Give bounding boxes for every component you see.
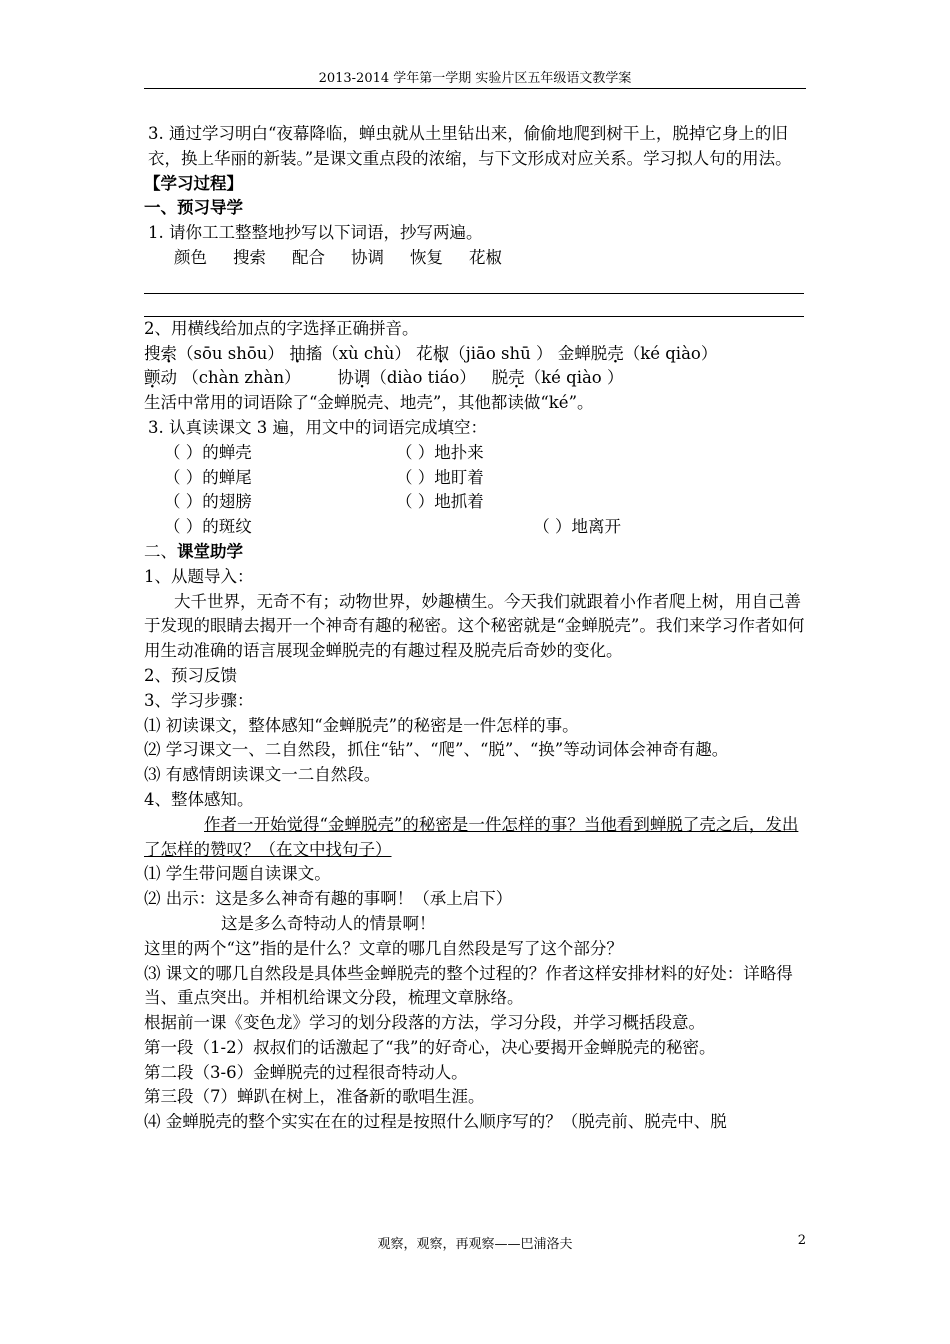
answer-2b: 这是多么奇特动人的情景啊！ [221, 913, 436, 933]
pinyin-item: 搜索（sōu shōu） [144, 343, 284, 363]
copy-line-1[interactable] [144, 271, 804, 294]
word-item: 协调 [351, 247, 384, 267]
header-title: 2013-2014 学年第一学期 实验片区五年级语文教学案 [318, 71, 632, 86]
preview-q2: 2、用横线给加点的字选择正确拼音。 [144, 318, 419, 338]
page-number: 2 [797, 1233, 806, 1248]
objective-3: 3. 通过学习明白“夜幕降临，蝉虫就从土里钻出来，偷偷地爬到树干上，脱掉它身上的旧衣，换上华丽的新装。”是课文重点段的浓缩，与下文形成对应关系。学习拟人句的用法。 [148, 124, 792, 168]
fill-row: （ ）的翅膀 （ ）地抓着 [164, 492, 484, 512]
pinyin-item: 协调（diào tiáo） [337, 368, 476, 388]
step-heading-3: 3、学习步骤： [144, 690, 254, 710]
word-item: 搜索 [233, 247, 266, 267]
footer-motto: 观察，观察，再观察——巴浦洛夫 [377, 1237, 573, 1252]
fill-row: （ ）的斑纹 （ ）地离开 [164, 517, 621, 537]
fill-row: （ ）的蝉尾 （ ）地盯着 [164, 467, 484, 487]
pinyin-item: 花椒（jiāo shū ） [416, 343, 553, 363]
answer-3: ⑶ 课文的哪几自然段是具体些金蝉脱壳的整个过程的？作者这样安排材料的好处：详略得当、重点突出。并相机给课文分段，梳理文章脉络。 [144, 963, 793, 1008]
pinyin-item: 脱壳（ké qiào ） [491, 368, 624, 388]
pinyin-item: 抽搐（xù chù） [289, 343, 411, 363]
step-heading-4: 4、整体感知。 [144, 789, 254, 809]
step-heading-2: 2、预习反馈 [144, 665, 237, 685]
learning-step-3: ⑶ 有感情朗读课文一二自然段。 [144, 765, 381, 785]
page-header [144, 70, 806, 89]
word-item: 恢复 [410, 247, 443, 267]
word-item: 花椒 [469, 247, 502, 267]
learning-step-1: ⑴ 初读课文，整体感知“金蝉脱壳”的秘密是一件怎样的事。 [144, 715, 579, 735]
process-heading: 【学习过程】 [144, 173, 243, 193]
pinyin-note: 生活中常用的词语除了“金蝉脱壳、地壳”，其他都读做“ké”。 [144, 393, 594, 413]
segment-3: 第三段（7）蝉趴在树上，准备新的歌唱生涯。 [144, 1087, 485, 1107]
segment-method: 根据前一课《变色龙》学习的划分段落的方法，学习分段，并学习概括段意。 [144, 1013, 705, 1033]
pinyin-line-2 [144, 366, 809, 391]
preview-q1: 1. 请你工工整整地抄写以下词语，抄写两遍。 [148, 223, 483, 243]
answer-2c: 这里的两个“这”指的是什么？文章的哪几自然段是写了这个部分？ [144, 938, 623, 958]
word-list [144, 246, 809, 271]
copy-line-2[interactable] [144, 294, 804, 317]
fill-row: （ ）的蝉壳 （ ）地扑来 [164, 442, 484, 462]
page-footer [144, 1233, 806, 1253]
preview-heading: 一、预习导学 [144, 198, 243, 218]
answer-2: ⑵ 出示：这是多么神奇有趣的事啊！（承上启下） [144, 889, 513, 909]
pinyin-item: 颤动 （chàn zhàn） [144, 368, 301, 388]
step-heading-1: 1、从题导入： [144, 566, 254, 586]
pinyin-item: 金蝉脱壳（ké qiào） [557, 343, 718, 363]
pinyin-line-1 [144, 342, 809, 367]
segment-1: 第一段（1-2）叔叔们的话激起了“我”的好奇心，决心要揭开金蝉脱壳的秘密。 [144, 1037, 716, 1057]
answer-1: ⑴ 学生带问题自读课文。 [144, 864, 331, 884]
classroom-heading: 二、课堂助学 [144, 541, 243, 561]
key-question: 作者一开始觉得“金蝉脱壳”的秘密是一件怎样的事？当他看到蝉脱了壳之后，发出了怎样的赞叹？（在文中找句子） [144, 814, 799, 859]
learning-step-2: ⑵ 学习课文一、二自然段，抓住“钻”、“爬”、“脱”、“换”等动词体会神奇有趣。 [144, 740, 729, 760]
word-item: 配合 [292, 247, 325, 267]
intro-paragraph: 大千世界，无奇不有；动物世界，妙趣横生。今天我们就跟着小作者爬上树，用自己善于发现的眼睛去揭开一个神奇有趣的秘密。这个秘密就是“金蝉脱壳”。我们来学习作者如何用生动准确的语言展现金蝉脱壳的有趣过程及脱壳后奇妙的变化。 [144, 591, 805, 661]
segment-2: 第二段（3-6）金蝉脱壳的过程很奇特动人。 [144, 1062, 468, 1082]
preview-q3: 3. 认真读课文 3 遍，用文中的词语完成填空： [148, 417, 487, 437]
lesson-content [144, 122, 809, 1135]
word-item: 颜色 [174, 247, 207, 267]
answer-4: ⑷ 金蝉脱壳的整个实实在在的过程是按照什么顺序写的？（脱壳前、脱壳中、脱 [144, 1112, 727, 1132]
